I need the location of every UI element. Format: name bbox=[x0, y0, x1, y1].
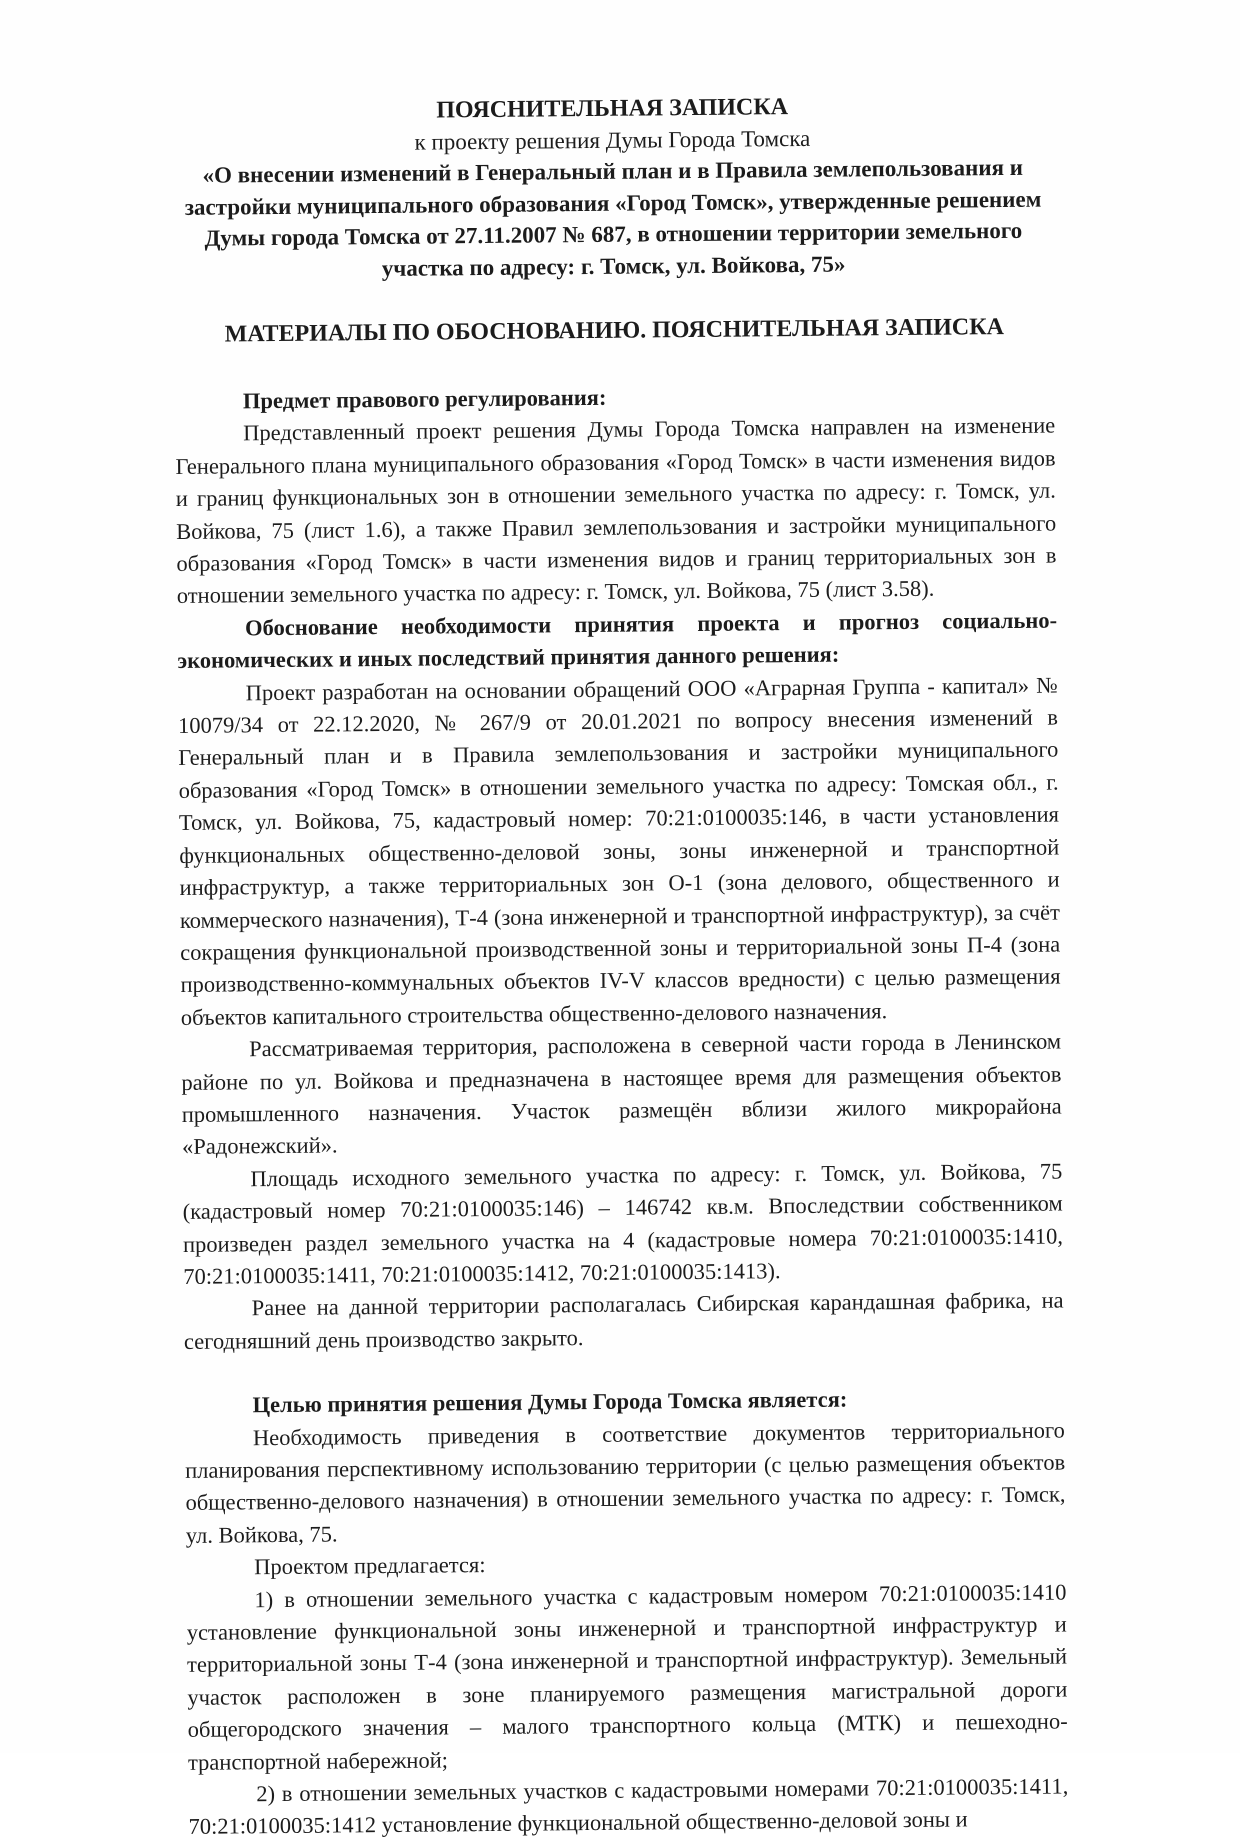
document-body bbox=[172, 88, 1069, 1844]
section-purpose bbox=[184, 1382, 1068, 1844]
document-title: ПОЯСНИТЕЛЬНАЯ ЗАПИСКА bbox=[436, 94, 789, 124]
section-heading: Обоснование необходимости принятия проекта и прогноз социально-экономических и иных последствий принятия данного решения: bbox=[177, 607, 1058, 674]
section-title: МАТЕРИАЛЫ ПО ОБОСНОВАНИЮ. ПОЯСНИТЕЛЬНАЯ ЗАПИСКА bbox=[224, 314, 1005, 348]
section-regulation-subject bbox=[175, 378, 1057, 613]
list-item: 1) в отношении земельного участка с кадастровым номером 70:21:0100035:1410 установление функциональной зоны инженерной и транспортной инфраструктур и территориальной зоны Т-4 (зона инженерной и транспортной инфраструктур). Земельный участок расположен в зоне планируемого размещения магистральной дороги общегородского значения – малого транспортного кольца (МТК) и пешеходно-транспортной набережной; bbox=[186, 1579, 1068, 1775]
section-heading: Предмет правового регулирования: bbox=[242, 384, 607, 414]
paragraph: Необходимость приведения в соответствие документов территориального планирования перспективному использованию территории (с целью размещения объектов общественно-делового назначения) в отношении земельного участка по адресу: г. Томск, ул. Войкова, 75. bbox=[185, 1417, 1066, 1548]
paragraph: Представленный проект решения Думы Города Томска направлен на изменение Генерального плана муниципального образования «Город Томск» в части изменения видов и границ функциональных зон в отношении земельного участка по адресу: г. Томск, ул. Войкова, 75 (лист 1.6), а также Правил землепользования и застройки муниципального образования «Город Томск» в части изменения видов и границ территориальных зон в отношении земельного участка по адресу: г. Томск, ул. Войкова, 75 (лист 3.58). bbox=[175, 412, 1057, 609]
document-subtitle: к проекту решения Думы Города Томска bbox=[414, 125, 811, 155]
paragraph: Проект разработан на основании обращений ООО «Аграрная Группа - капитал» № 10079/34 от 22.12.2020, № 267/9 от 20.01.2021 по вопросу внесения изменений в Генеральный план и в Правила землепользования и застройки муниципального образования «Город Томск» в отношении земельного участка по адресу: Томская обл., г. Томск, ул. Войкова, 75, кадастровый номер: 70:21:0100035:146, в части установления функциональных общественно-деловой зоны, зоны инженерной и транспортной инфраструктур, а также территориальных зон О-1 (зона делового, общественного и коммерческого назначения), Т-4 (зона инженерной и транспортной инфраструктур), за счёт сокращения функциональной производственной зоны и территориальной зоны П-4 (зона производственно-коммунальных объектов IV-V классов вредности) с целью размещения объектов капитального строительства общественно-делового назначения. bbox=[177, 672, 1061, 1030]
list-item: 2) в отношении земельных участков с кадастровыми номерами 70:21:0100035:1411, 70:21:0100035:1412 установление функциональной общественно-деловой зоны и bbox=[188, 1773, 1069, 1840]
section-heading: Целью принятия решения Думы Города Томска является: bbox=[252, 1386, 848, 1418]
document-subject: «О внесении изменений в Генеральный план и в Правила землепользования и застройки муниципального образования «Город Томск», утвержденные решением Думы города Томска от 27.11.2007 № 687, в отношении территории земельного участка по адресу: г. Томск, ул. Войкова, 75» bbox=[184, 154, 1042, 281]
section-justification bbox=[177, 604, 1064, 1358]
paragraph: Ранее на данной территории располагалась Сибирская карандашная фабрика, на сегодняшний день производство закрыто. bbox=[183, 1287, 1064, 1354]
paragraph: Рассматриваемая территория, расположена в северной части города в Ленинском районе по ул. Войкова и предназначена в настоящее время для размещения объектов промышленного назначения. Участок размещён вблизи жилого микрорайона «Радонежский». bbox=[181, 1028, 1062, 1160]
paragraph: Площадь исходного земельного участка по адресу: г. Томск, ул. Войкова, 75 (кадастровый номер 70:21:0100035:146) – 146742 кв.м. Впоследствии собственником произведен раздел земельного участка на 4 (кадастровые номера 70:21:0100035:1410, 70:21:0100035:1411, 70:21:0100035:1412, 70:21:0100035:1413). bbox=[182, 1158, 1064, 1289]
paragraph: Проектом предлагается: bbox=[254, 1552, 486, 1580]
